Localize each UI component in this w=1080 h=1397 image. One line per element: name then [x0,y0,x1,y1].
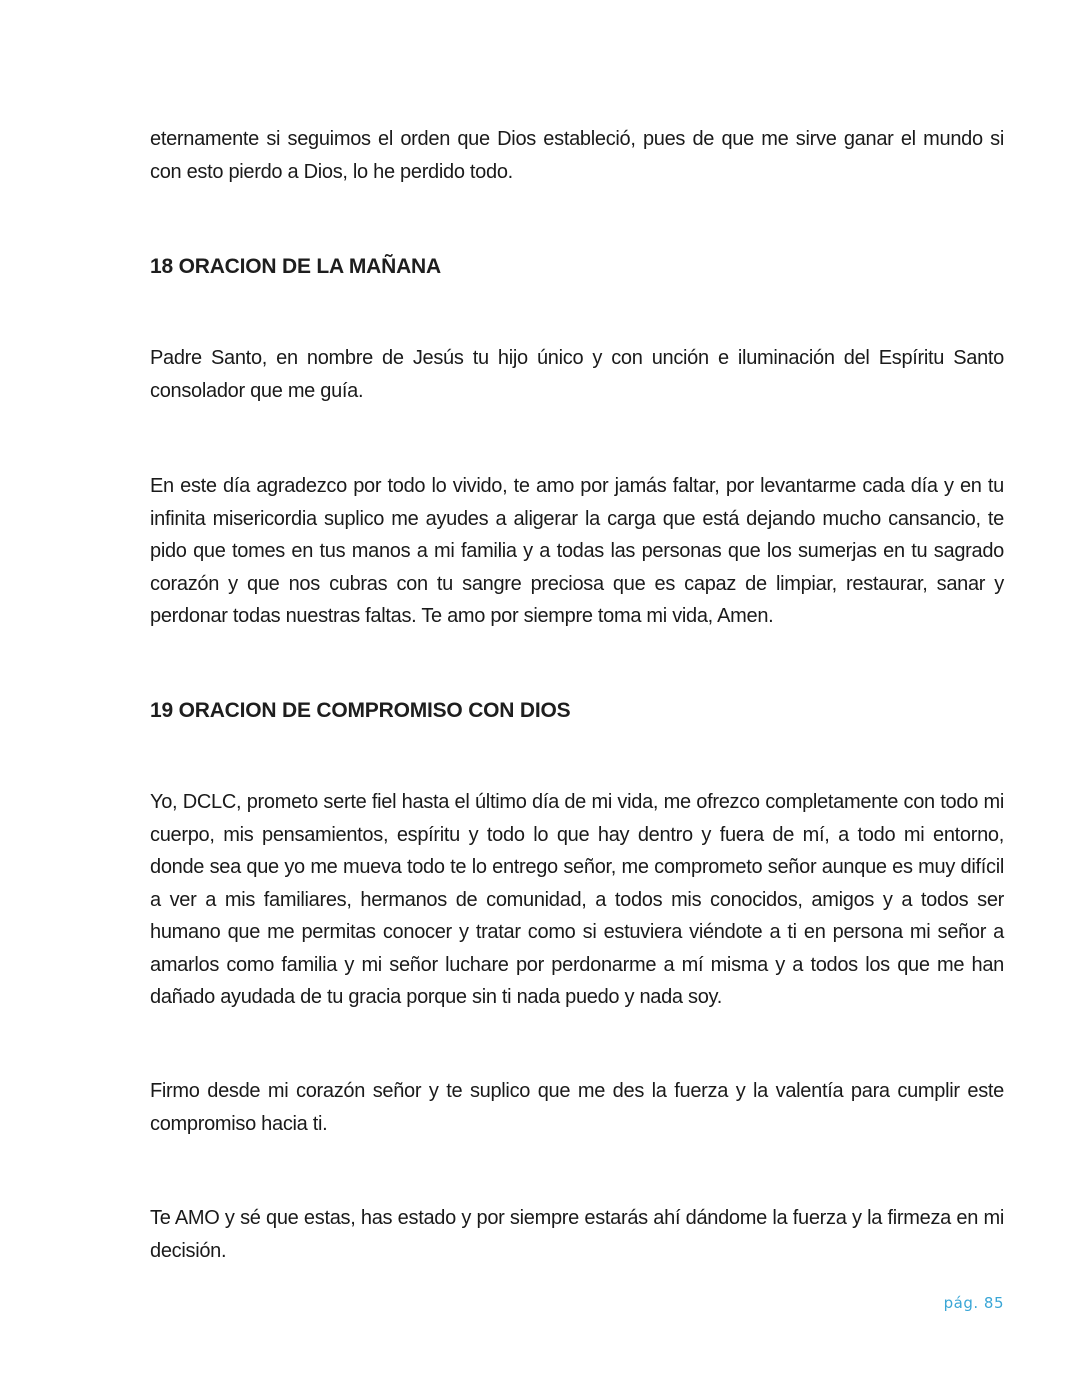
heading-oracion-compromiso: 19 ORACION DE COMPROMISO CON DIOS [150,699,571,722]
page-number: pág. 85 [943,1294,1004,1312]
paragraph-en-este-dia: En este día agradezco por todo lo vivido, te amo por jamás faltar, por levantarme cada día y en tu infinita misericordia suplico me ayudes a aligerar la carga que está dejando mucho cansancio, te pido que tomes en tus manos a mi familia y a todas las personas que los sumerjas en tu sagrado corazón y que nos cubras con tu sangre preciosa que es capaz de limpiar, restaurar, sanar y perdonar todas nuestras faltas. Te amo por siempre toma mi vida, Amen. [150,475,1004,627]
heading-oracion-manana: 18 ORACION DE LA MAÑANA [150,255,441,278]
paragraph-padre-santo: Padre Santo, en nombre de Jesús tu hijo único y con unción e iluminación del Espíritu Santo consolador que me guía. [150,347,1004,402]
paragraph-promesa: Yo, DCLC, prometo serte fiel hasta el último día de mi vida, me ofrezco completamente con todo mi cuerpo, mis pensamientos, espíritu y todo lo que hay dentro y fuera de mí, a todo mi entorno, donde sea que yo me mueva todo te lo entrego señor, me comprometo señor aunque es muy difícil a ver a mis familiares, hermanos de comunidad, a todos mis conocidos, amigos y a todos ser humano que me permitas conocer y tratar como si estuviera viéndote a ti en persona mi señor a amarlos como familia y mi señor luchare por perdonarme a mí misma y a todos los que me han dañado ayudada de tu gracia porque sin ti nada puedo y nada soy. [150,791,1004,1008]
paragraph-firmo: Firmo desde mi corazón señor y te suplico que me des la fuerza y la valentía para cumplir este compromiso hacia ti. [150,1080,1004,1135]
paragraph-te-amo: Te AMO y sé que estas, has estado y por siempre estarás ahí dándome la fuerza y la firmeza en mi decisión. [150,1207,1004,1262]
paragraph-continuation: eternamente si seguimos el orden que Dios estableció, pues de que me sirve ganar el mundo si con esto pierdo a Dios, lo he perdido todo. [150,128,1004,183]
